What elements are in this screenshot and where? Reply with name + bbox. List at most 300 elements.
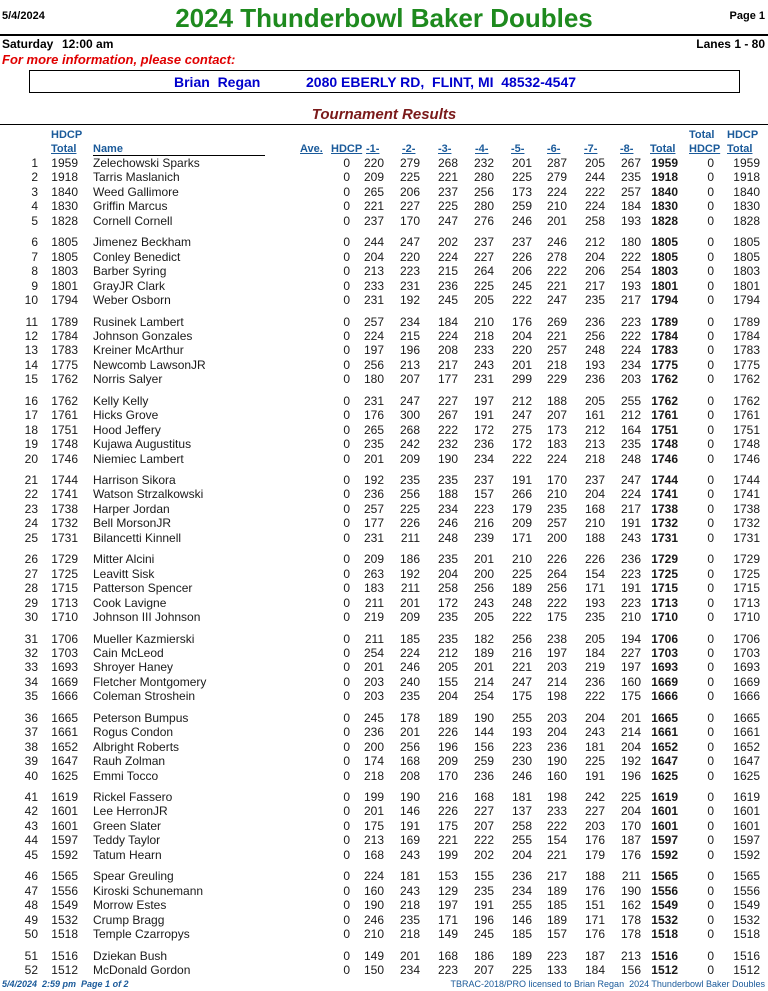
cell-game-4: 239 xyxy=(473,530,494,545)
cell-game-7: 210 xyxy=(584,516,605,531)
cell-hdcp-total: 1625 xyxy=(51,768,78,783)
cell-game-1: 201 xyxy=(363,660,384,675)
cell-hdcp-total: 1706 xyxy=(51,631,78,646)
cell-game-5: 204 xyxy=(511,847,532,862)
cell-game-5: 189 xyxy=(511,948,532,963)
cell-game-2: 224 xyxy=(399,646,420,660)
cell-hdcp-total: 1619 xyxy=(51,790,78,804)
cell-total-hdcp: 0 xyxy=(707,754,714,769)
cell-game-6: 223 xyxy=(546,948,567,963)
cell-game-2: 192 xyxy=(399,566,420,581)
cell-game-3: 184 xyxy=(437,314,458,329)
cell-hdcp-total-final: 1748 xyxy=(733,437,760,452)
cell-hdcp-total: 1794 xyxy=(51,293,78,307)
cell-hdcp-total-final: 1762 xyxy=(733,372,760,387)
cell-game-4: 243 xyxy=(473,595,494,610)
cell-game-8: 254 xyxy=(620,264,641,279)
cell-game-3: 172 xyxy=(437,595,458,610)
cell-game-7: 225 xyxy=(584,754,605,769)
cell-team-name: Lee HerronJR xyxy=(93,804,168,819)
cell-total: 1803 xyxy=(651,264,678,279)
cell-place: 27 xyxy=(24,566,38,581)
cell-hdcp-total: 1516 xyxy=(51,948,78,963)
cell-game-5: 245 xyxy=(511,278,532,293)
cell-game-4: 196 xyxy=(473,912,494,927)
table-row xyxy=(0,408,768,422)
cell-place: 16 xyxy=(24,393,38,408)
col-ave: Ave. xyxy=(300,143,323,155)
cell-hdcp-total: 1532 xyxy=(51,912,78,927)
lanes-range: Lanes 1 - 80 xyxy=(696,37,765,51)
cell-hdcp-total: 1959 xyxy=(51,156,78,170)
cell-hdcp-total-final: 1518 xyxy=(733,927,760,941)
cell-game-4: 191 xyxy=(473,898,494,913)
cell-hdcp-total-final: 1592 xyxy=(733,847,760,862)
cell-place: 21 xyxy=(24,473,38,487)
cell-game-2: 201 xyxy=(399,725,420,740)
cell-total: 1751 xyxy=(651,422,678,437)
cell-hdcp-total: 1715 xyxy=(51,581,78,596)
table-row xyxy=(0,963,768,977)
cell-game-3: 235 xyxy=(437,610,458,624)
cell-handicap: 0 xyxy=(343,184,350,199)
cell-game-2: 247 xyxy=(399,393,420,408)
cell-hdcp-total: 1556 xyxy=(51,883,78,898)
table-row xyxy=(0,833,768,847)
cell-game-4: 245 xyxy=(473,927,494,941)
cell-game-2: 209 xyxy=(399,451,420,466)
cell-game-6: 198 xyxy=(546,790,567,804)
cell-game-7: 188 xyxy=(584,869,605,884)
table-row xyxy=(0,531,768,545)
cell-game-4: 200 xyxy=(473,566,494,581)
cell-place: 14 xyxy=(24,357,38,372)
table-row xyxy=(0,358,768,372)
cell-place: 31 xyxy=(24,631,38,646)
cell-place: 36 xyxy=(24,710,38,725)
cell-hdcp-total: 1652 xyxy=(51,739,78,754)
cell-game-3: 202 xyxy=(437,235,458,250)
cell-game-7: 258 xyxy=(584,213,605,228)
cell-game-2: 209 xyxy=(399,610,420,624)
cell-game-6: 217 xyxy=(546,869,567,884)
cell-game-3: 190 xyxy=(437,451,458,466)
event-time: 12:00 am xyxy=(62,37,114,51)
cell-handicap: 0 xyxy=(343,437,350,452)
cell-game-3: 208 xyxy=(437,343,458,358)
cell-game-2: 300 xyxy=(399,408,420,423)
table-row xyxy=(0,869,768,883)
cell-game-6: 154 xyxy=(546,833,567,848)
cell-game-4: 236 xyxy=(473,437,494,452)
cell-total: 1959 xyxy=(651,156,678,170)
cell-total: 1592 xyxy=(651,847,678,862)
col-game-6: -6- xyxy=(547,143,561,155)
header-divider xyxy=(0,34,768,36)
cell-handicap: 0 xyxy=(343,264,350,279)
cell-hdcp-total: 1801 xyxy=(51,278,78,293)
cell-hdcp-total: 1762 xyxy=(51,372,78,387)
cell-place: 46 xyxy=(24,869,38,884)
cell-game-8: 212 xyxy=(620,408,641,423)
cell-total-hdcp: 0 xyxy=(707,437,714,452)
cell-total: 1801 xyxy=(651,278,678,293)
cell-game-5: 193 xyxy=(511,725,532,740)
cell-handicap: 0 xyxy=(343,883,350,898)
cell-game-3: 189 xyxy=(437,710,458,725)
cell-game-6: 278 xyxy=(546,249,567,264)
cell-game-8: 235 xyxy=(620,437,641,452)
cell-handicap: 0 xyxy=(343,156,350,170)
cell-hdcp-total-final: 1803 xyxy=(733,264,760,279)
cell-handicap: 0 xyxy=(343,948,350,963)
cell-team-name: Jimenez Beckham xyxy=(93,235,192,250)
cell-place: 37 xyxy=(24,725,38,740)
cell-game-2: 268 xyxy=(399,422,420,437)
cell-hdcp-total: 1751 xyxy=(51,422,78,437)
table-row xyxy=(0,646,768,660)
cell-game-7: 176 xyxy=(584,927,605,941)
cell-game-6: 264 xyxy=(546,566,567,581)
cell-team-name: Spear Greuling xyxy=(93,869,174,884)
cell-game-3: 221 xyxy=(437,170,458,185)
cell-game-1: 209 xyxy=(363,552,384,567)
cell-place: 29 xyxy=(24,595,38,610)
cell-game-7: 204 xyxy=(584,249,605,264)
cell-handicap: 0 xyxy=(343,818,350,833)
cell-game-3: 235 xyxy=(437,473,458,487)
cell-hdcp-total: 1783 xyxy=(51,343,78,358)
cell-game-1: 180 xyxy=(363,372,384,387)
cell-game-6: 222 xyxy=(546,818,567,833)
cell-place: 44 xyxy=(24,833,38,848)
cell-game-4: 234 xyxy=(473,451,494,466)
cell-game-7: 188 xyxy=(584,530,605,545)
cell-game-7: 236 xyxy=(584,314,605,329)
cell-game-4: 237 xyxy=(473,473,494,487)
cell-game-7: 179 xyxy=(584,847,605,862)
cell-place: 43 xyxy=(24,818,38,833)
cell-game-7: 205 xyxy=(584,631,605,646)
cell-total-hdcp: 0 xyxy=(707,927,714,941)
col-game-1: -1- xyxy=(366,143,380,155)
cell-handicap: 0 xyxy=(343,610,350,624)
cell-game-8: 227 xyxy=(620,646,641,660)
cell-team-name: Newcomb LawsonJR xyxy=(93,357,206,372)
cell-game-8: 267 xyxy=(620,156,641,170)
cell-team-name: Niemiec Lambert xyxy=(93,451,184,466)
cell-game-7: 222 xyxy=(584,689,605,704)
cell-hdcp-total-final: 1710 xyxy=(733,610,760,624)
report-title: 2024 Thunderbowl Baker Doubles xyxy=(175,3,593,33)
cell-team-name: Bell MorsonJR xyxy=(93,516,172,531)
cell-total-hdcp: 0 xyxy=(707,804,714,819)
cell-game-7: 218 xyxy=(584,451,605,466)
cell-hdcp-total-final: 1761 xyxy=(733,408,760,423)
cell-game-4: 216 xyxy=(473,516,494,531)
cell-team-name: Weed Gallimore xyxy=(93,184,179,199)
cell-handicap: 0 xyxy=(343,422,350,437)
cell-hdcp-total-final: 1516 xyxy=(733,948,760,963)
cell-handicap: 0 xyxy=(343,199,350,214)
cell-game-5: 256 xyxy=(511,631,532,646)
cell-game-6: 175 xyxy=(546,610,567,624)
table-row xyxy=(0,610,768,624)
cell-game-8: 178 xyxy=(620,927,641,941)
cell-game-7: 171 xyxy=(584,581,605,596)
cell-game-8: 160 xyxy=(620,674,641,689)
cell-game-8: 222 xyxy=(620,249,641,264)
cell-hdcp-total-final: 1762 xyxy=(733,393,760,408)
cell-game-8: 170 xyxy=(620,818,641,833)
cell-team-name: Norris Salyer xyxy=(93,372,163,387)
event-day: Saturday xyxy=(2,37,54,51)
cell-game-3: 245 xyxy=(437,293,458,307)
cell-hdcp-total-final: 1775 xyxy=(733,357,760,372)
cell-game-5: 248 xyxy=(511,595,532,610)
cell-game-8: 248 xyxy=(620,451,641,466)
cell-hdcp-total: 1784 xyxy=(51,328,78,343)
cell-game-5: 185 xyxy=(511,927,532,941)
cell-game-4: 155 xyxy=(473,869,494,884)
cell-game-2: 256 xyxy=(399,739,420,754)
cell-game-7: 236 xyxy=(584,372,605,387)
cell-team-name: Kelly Kelly xyxy=(93,393,149,408)
cell-game-6: 214 xyxy=(546,674,567,689)
cell-handicap: 0 xyxy=(343,912,350,927)
cell-total-hdcp: 0 xyxy=(707,473,714,487)
cell-hdcp-total-final: 1744 xyxy=(733,473,760,487)
cell-game-6: 269 xyxy=(546,314,567,329)
cell-place: 38 xyxy=(24,739,38,754)
cell-game-8: 201 xyxy=(620,710,641,725)
cell-game-2: 185 xyxy=(399,631,420,646)
cell-handicap: 0 xyxy=(343,790,350,804)
table-row xyxy=(0,487,768,501)
cell-game-3: 267 xyxy=(437,408,458,423)
cell-game-1: 210 xyxy=(363,927,384,941)
cell-hdcp-total-final: 1665 xyxy=(733,710,760,725)
cell-hdcp-total: 1789 xyxy=(51,314,78,329)
cell-total: 1744 xyxy=(651,473,678,487)
cell-game-2: 247 xyxy=(399,235,420,250)
cell-game-6: 170 xyxy=(546,473,567,487)
cell-game-5: 246 xyxy=(511,213,532,228)
table-row xyxy=(0,898,768,912)
cell-game-7: 204 xyxy=(584,487,605,502)
cell-hdcp-total-final: 1828 xyxy=(733,213,760,228)
cell-team-name: Johnson Gonzales xyxy=(93,328,193,343)
cell-total-hdcp: 0 xyxy=(707,768,714,783)
table-row xyxy=(0,279,768,293)
cell-hdcp-total: 1830 xyxy=(51,199,78,214)
cell-game-4: 233 xyxy=(473,343,494,358)
cell-hdcp-total: 1761 xyxy=(51,408,78,423)
cell-game-2: 191 xyxy=(399,818,420,833)
cell-team-name: Cain McLeod xyxy=(93,646,164,660)
cell-team-name: Barber Syring xyxy=(93,264,167,279)
cell-game-4: 201 xyxy=(473,552,494,567)
cell-game-1: 256 xyxy=(363,357,384,372)
cell-game-5: 299 xyxy=(511,372,532,387)
cell-total: 1828 xyxy=(651,213,678,228)
cell-game-5: 234 xyxy=(511,883,532,898)
cell-game-7: 168 xyxy=(584,501,605,516)
cell-game-3: 171 xyxy=(437,912,458,927)
cell-place: 24 xyxy=(24,516,38,531)
table-row xyxy=(0,675,768,689)
table-row xyxy=(0,711,768,725)
cell-game-8: 187 xyxy=(620,833,641,848)
table-row xyxy=(0,632,768,646)
cell-handicap: 0 xyxy=(343,674,350,689)
cell-place: 9 xyxy=(31,278,38,293)
cell-game-3: 155 xyxy=(437,674,458,689)
cell-game-3: 188 xyxy=(437,487,458,502)
cell-team-name: Zelechowski Sparks xyxy=(93,156,200,170)
cell-game-1: 235 xyxy=(363,437,384,452)
cell-team-name: Kiroski Schunemann xyxy=(93,883,204,898)
cell-game-1: 233 xyxy=(363,278,384,293)
cell-team-name: Harper Jordan xyxy=(93,501,170,516)
cell-total: 1830 xyxy=(651,199,678,214)
table-row xyxy=(0,754,768,768)
cell-game-4: 227 xyxy=(473,804,494,819)
table-row xyxy=(0,516,768,530)
cell-total: 1775 xyxy=(651,357,678,372)
cell-place: 42 xyxy=(24,804,38,819)
cell-hdcp-total-final: 1731 xyxy=(733,530,760,545)
cell-game-2: 231 xyxy=(399,278,420,293)
cell-hdcp-total: 1703 xyxy=(51,646,78,660)
cell-game-7: 256 xyxy=(584,328,605,343)
cell-game-4: 235 xyxy=(473,883,494,898)
col-game-3: -3- xyxy=(438,143,452,155)
cell-hdcp-total-final: 1556 xyxy=(733,883,760,898)
cell-game-3: 246 xyxy=(437,516,458,531)
table-row xyxy=(0,394,768,408)
cell-game-7: 161 xyxy=(584,408,605,423)
cell-game-1: 176 xyxy=(363,408,384,423)
cell-game-3: 149 xyxy=(437,927,458,941)
cell-place: 48 xyxy=(24,898,38,913)
cell-game-6: 204 xyxy=(546,725,567,740)
cell-total-hdcp: 0 xyxy=(707,739,714,754)
cell-game-1: 263 xyxy=(363,566,384,581)
cell-total: 1725 xyxy=(651,566,678,581)
cell-team-name: Rickel Fassero xyxy=(93,790,173,804)
cell-game-1: 201 xyxy=(363,804,384,819)
cell-team-name: Hood Jeffery xyxy=(93,422,161,437)
cell-handicap: 0 xyxy=(343,898,350,913)
cell-game-4: 280 xyxy=(473,199,494,214)
cell-total-hdcp: 0 xyxy=(707,725,714,740)
cell-team-name: Cornell Cornell xyxy=(93,213,173,228)
cell-game-7: 236 xyxy=(584,674,605,689)
cell-game-6: 197 xyxy=(546,646,567,660)
cell-game-1: 236 xyxy=(363,487,384,502)
table-row xyxy=(0,927,768,941)
cell-total: 1746 xyxy=(651,451,678,466)
cell-total: 1789 xyxy=(651,314,678,329)
cell-game-4: 210 xyxy=(473,314,494,329)
cell-handicap: 0 xyxy=(343,372,350,387)
cell-game-3: 199 xyxy=(437,847,458,862)
cell-game-8: 224 xyxy=(620,487,641,502)
table-row xyxy=(0,769,768,783)
cell-total-hdcp: 0 xyxy=(707,357,714,372)
cell-game-1: 219 xyxy=(363,610,384,624)
table-row xyxy=(0,689,768,703)
cell-game-6: 189 xyxy=(546,912,567,927)
cell-game-8: 243 xyxy=(620,530,641,545)
cell-game-1: 213 xyxy=(363,833,384,848)
cell-game-1: 174 xyxy=(363,754,384,769)
cell-team-name: Teddy Taylor xyxy=(93,833,161,848)
cell-game-3: 234 xyxy=(437,501,458,516)
cell-total: 1556 xyxy=(651,883,678,898)
cell-place: 39 xyxy=(24,754,38,769)
cell-team-name: Crump Bragg xyxy=(93,912,165,927)
cell-hdcp-total: 1744 xyxy=(51,473,78,487)
cell-hdcp-total-final: 1512 xyxy=(733,962,760,977)
col-game-5: -5- xyxy=(511,143,525,155)
cell-total-hdcp: 0 xyxy=(707,833,714,848)
cell-game-4: 225 xyxy=(473,278,494,293)
table-row xyxy=(0,848,768,862)
cell-game-4: 231 xyxy=(473,372,494,387)
cell-hdcp-total-final: 1805 xyxy=(733,249,760,264)
cell-game-5: 221 xyxy=(511,660,532,675)
cell-game-2: 168 xyxy=(399,754,420,769)
cell-team-name: Leavitt Sisk xyxy=(93,566,155,581)
table-row xyxy=(0,596,768,610)
cell-hdcp-total: 1710 xyxy=(51,610,78,624)
footer-timestamp: 5/4/2024 2:59 pm Page 1 of 2 xyxy=(2,979,129,989)
cell-game-7: 171 xyxy=(584,912,605,927)
cell-handicap: 0 xyxy=(343,235,350,250)
cell-game-5: 172 xyxy=(511,437,532,452)
cell-team-name: Mueller Kazmierski xyxy=(93,631,195,646)
cell-game-6: 224 xyxy=(546,184,567,199)
cell-total-hdcp: 0 xyxy=(707,962,714,977)
table-row xyxy=(0,156,768,170)
col-total-hdcp-top: Total xyxy=(689,129,715,141)
cell-game-1: 236 xyxy=(363,725,384,740)
cell-game-1: 192 xyxy=(363,473,384,487)
cell-game-3: 258 xyxy=(437,581,458,596)
cell-hdcp-total: 1665 xyxy=(51,710,78,725)
cell-game-8: 223 xyxy=(620,314,641,329)
cell-place: 34 xyxy=(24,674,38,689)
cell-game-4: 236 xyxy=(473,768,494,783)
cell-game-4: 190 xyxy=(473,710,494,725)
cell-game-7: 193 xyxy=(584,357,605,372)
cell-game-8: 257 xyxy=(620,184,641,199)
cell-game-6: 198 xyxy=(546,689,567,704)
cell-game-2: 226 xyxy=(399,516,420,531)
cell-game-5: 247 xyxy=(511,408,532,423)
col-total: Total xyxy=(650,143,676,155)
cell-handicap: 0 xyxy=(343,689,350,704)
cell-game-3: 225 xyxy=(437,199,458,214)
cell-game-2: 190 xyxy=(399,790,420,804)
cell-total: 1732 xyxy=(651,516,678,531)
cell-game-2: 181 xyxy=(399,869,420,884)
cell-game-8: 191 xyxy=(620,581,641,596)
cell-game-5: 222 xyxy=(511,451,532,466)
cell-game-3: 205 xyxy=(437,660,458,675)
